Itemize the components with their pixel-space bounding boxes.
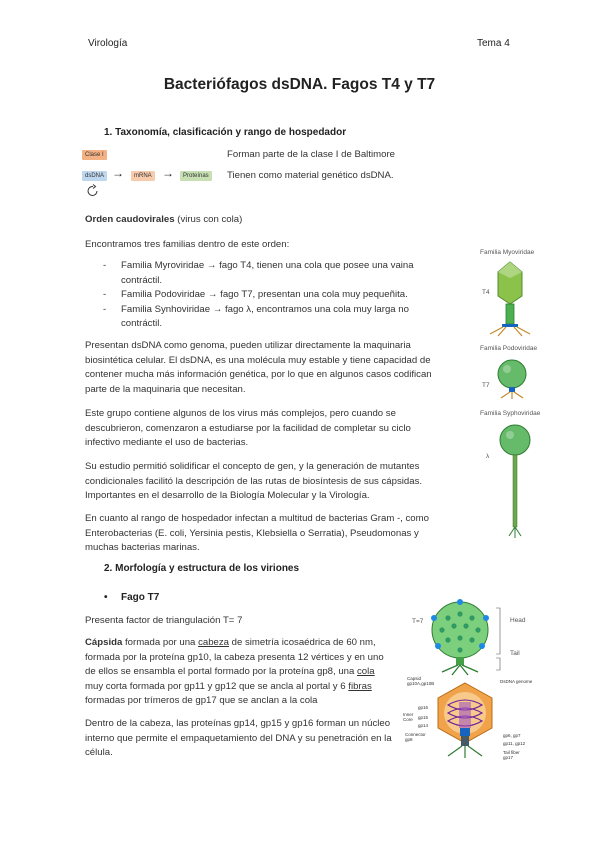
cabeza-word: cabeza — [198, 637, 229, 648]
nucleo-paragraph: Dentro de la cabeza, las proteínas gp14, gp15 y gp16 forman un núcleo interno que permite el empaquetamiento del DNA y su penetración en la célula. — [85, 718, 392, 759]
class-tag: Clase I — [82, 150, 107, 160]
fago-t7-label: Fago T7 — [121, 592, 160, 603]
mrna-tag: mRNA — [131, 171, 155, 181]
gp11-gp12-label: gp11, gp12 — [503, 741, 526, 746]
arrow-1-icon: → — [112, 166, 124, 180]
proteinas-tag: Proteínas — [180, 171, 212, 181]
header-right: Tema 4 — [477, 38, 510, 49]
order-title: Orden caudovirales — [85, 214, 175, 225]
arrow-2-icon: → — [162, 166, 174, 180]
capsida-title: Cápsida — [85, 637, 123, 648]
baltimore-line: Forman parte de la clase I de Baltimore — [227, 149, 395, 160]
lambda-label: λ — [486, 453, 490, 460]
fibras-word: fibras — [348, 680, 372, 692]
order-line — [85, 213, 242, 228]
families-list — [103, 259, 433, 332]
paragraph-4: En cuanto al rango de hospedador infectan a multitud de bacterias Gram -, como Enterobacterias (E. coli, Yersinia pestis, Klebsiella o Serratia), Pseudomonas y muchas bacterias marinas. — [85, 513, 429, 554]
list-item: - Familia Synhoviridae → fago λ, encontramos una cola muy larga no contráctil. — [103, 303, 433, 332]
capsida-text-1: formada por una — [122, 637, 199, 648]
genetic-material-line: Tienen como material genético dsDNA. — [227, 170, 394, 181]
gp15-label: gp15 — [418, 715, 429, 720]
section-2-heading: 2. Morfología y estructura de los viriones — [104, 563, 300, 574]
capsida-paragraph — [85, 636, 395, 709]
list-item: - Familia Myroviridae → fago T4, tienen una cola que posee una vaina contráctil. — [103, 259, 433, 288]
triangulation-line: Presenta factor de triangulación T= 7 — [85, 615, 243, 626]
bullet-icon: • — [104, 592, 108, 603]
t7-triangulation-label: T=7 — [412, 618, 424, 625]
section-1-heading: 1. Taxonomía, clasificación y rango de hospedador — [104, 127, 347, 138]
tail-fiber-label: Tail fiber gp17 — [503, 750, 520, 760]
capsid-label: Capsid gp10A,gp10B — [407, 676, 435, 686]
inner-core-label: Inner Core — [403, 712, 414, 722]
t4-label: T4 — [482, 289, 490, 296]
paragraph-3: Su estudio permitió solidificar el concepto de gen, y la generación de mutantes condicionales facilitó la descripción de las rutas de biosíntesis de sus cápsidas. Importantes en el desarrollo de la Biología Molecular y la Virología. — [85, 461, 423, 502]
t7-phage-illustration — [492, 356, 532, 400]
header-left: Virología — [88, 38, 128, 49]
t4-phage-illustration — [470, 258, 550, 338]
lambda-phage-illustration — [495, 420, 535, 540]
paragraph-2: Este grupo contiene algunos de los virus más complejos, pero cuando se descubrieron, comenzaron a estudiarse por la facilidad de completar su ciclo infectivo mediante el uso de bacterias. — [85, 408, 411, 449]
page-title: Bacteriófagos dsDNA. Fagos T4 y T7 — [163, 76, 436, 93]
gp16-label: gp16 — [418, 705, 429, 710]
myoviridae-caption: Familia Myoviridae — [480, 249, 535, 256]
capsida-text-3: muy corta formada por gp11 y gp12 que se ancla al portal y 6 — [85, 680, 349, 692]
families-intro: Encontramos tres familias dentro de este orden: — [85, 239, 290, 250]
head-label: Head — [510, 617, 526, 624]
t7-capsid-illustration — [412, 596, 522, 676]
order-rest: (virus con cola) — [174, 214, 243, 225]
paragraph-1: Presentan dsDNA como genoma, pueden utilizar directamente la maquinaria biosintética celular. El dsDNA, es una molécula muy estable y tiene capacidad de contener mucha más información genética, por lo que en algunos casos codifican parte de la maquinaria que necesitan. — [85, 340, 432, 395]
cola-word: cola — [357, 666, 375, 678]
tail-label: Tail — [510, 650, 520, 657]
gp14-label: gp14 — [418, 723, 429, 728]
syphoviridae-caption: Familia Syphoviridae — [480, 410, 541, 417]
podoviridae-caption: Familia Podoviridae — [480, 345, 538, 352]
connector-label: Connector gp8 — [405, 732, 426, 742]
capsida-text-2: de simetría icosaédrica de 60 nm, formada por la proteína gp10, la cabeza presenta 12 vértices y en uno de ellos se ensambla el portal formado por la proteína gp8, una — [85, 637, 384, 678]
list-item: - Familia Podoviridae → fago T7, presentan una cola muy pequeñita. — [103, 288, 433, 303]
dsdna-genome-label: DsDNA genome — [500, 679, 533, 684]
gp6-gp7-label: gp6, gp7 — [503, 733, 521, 738]
t7-cross-section-illustration — [430, 680, 500, 760]
replication-loop-icon — [86, 184, 100, 198]
dsdna-tag: dsDNA — [82, 171, 107, 181]
t7-label: T7 — [482, 382, 490, 389]
capsida-text-4: formadas por trímeros de gp17 que se anclan a la cola — [85, 695, 318, 707]
